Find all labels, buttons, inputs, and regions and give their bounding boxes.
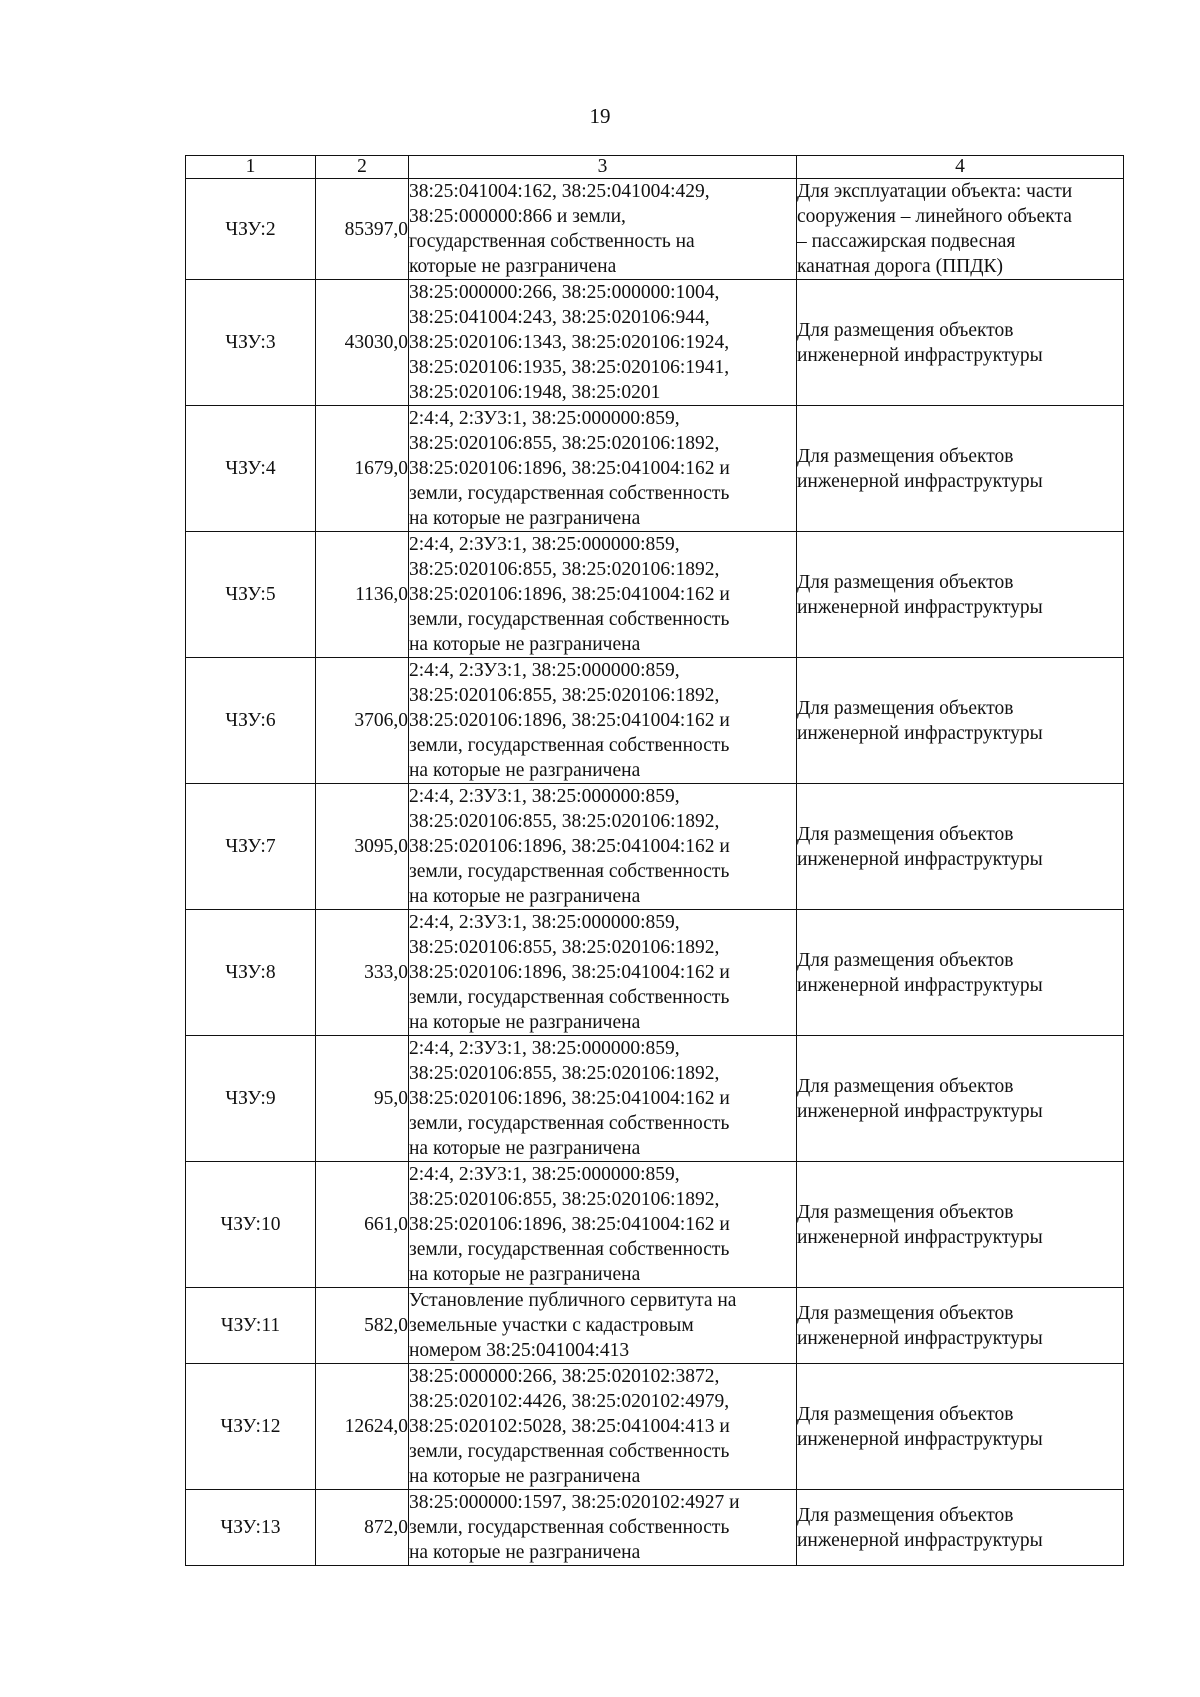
purpose-text: Для размещения объектов инженерной инфраструктуры [797,445,1043,492]
area-cell: 43030,0 [316,280,409,406]
purpose-cell [797,910,1124,1036]
cadastral-cell [409,1490,797,1566]
cadastral-text: 2:4:4, 2:ЗУ3:1, 38:25:000000:859, 38:25:020106:855, 38:25:020106:1892, 38:25:020106:1896, 38:25:041004:162 и земли, государственная собственность на которые не разграничена [409,408,730,529]
purpose-cell [797,1364,1124,1490]
table-body [186,179,1124,1566]
table-header [186,156,1124,179]
purpose-text: Для размещения объектов инженерной инфраструктуры [797,1302,1043,1349]
purpose-cell [797,784,1124,910]
purpose-text: Для размещения объектов инженерной инфраструктуры [797,1201,1043,1248]
cadastral-text: 38:25:000000:266, 38:25:020102:3872, 38:25:020102:4426, 38:25:020102:4979, 38:25:020102:5028, 38:25:041004:413 и земли, государственная собственность на которые не разграничена [409,1366,730,1487]
purpose-text: Для размещения объектов инженерной инфраструктуры [797,697,1043,744]
cadastral-text: 2:4:4, 2:ЗУ3:1, 38:25:000000:859, 38:25:020106:855, 38:25:020106:1892, 38:25:020106:1896, 38:25:041004:162 и земли, государственная собственность на которые не разграничена [409,786,730,907]
area-cell: 872,0 [316,1490,409,1566]
cadastral-text: 2:4:4, 2:ЗУ3:1, 38:25:000000:859, 38:25:020106:855, 38:25:020106:1892, 38:25:020106:1896, 38:25:041004:162 и земли, государственная собственность на которые не разграничена [409,1164,730,1285]
purpose-text: Для размещения объектов инженерной инфраструктуры [797,949,1043,996]
zone-id-cell: ЧЗУ:3 [186,280,316,406]
zone-id-cell: ЧЗУ:10 [186,1162,316,1288]
area-cell: 661,0 [316,1162,409,1288]
purpose-text: Для размещения объектов инженерной инфраструктуры [797,823,1043,870]
table-row [186,1288,1124,1364]
cadastral-text: 38:25:000000:266, 38:25:000000:1004, 38:25:041004:243, 38:25:020106:944, 38:25:020106:1343, 38:25:020106:1924, 38:25:020106:1935, 38:25:020106:1941, 38:25:020106:1948, 38:25:0201 [409,282,730,403]
table-row [186,910,1124,1036]
purpose-text: Для размещения объектов инженерной инфраструктуры [797,1504,1043,1551]
zone-id-cell: ЧЗУ:8 [186,910,316,1036]
area-cell: 12624,0 [316,1364,409,1490]
table-row [186,1490,1124,1566]
cadastral-text: 2:4:4, 2:ЗУ3:1, 38:25:000000:859, 38:25:020106:855, 38:25:020106:1892, 38:25:020106:1896, 38:25:041004:162 и земли, государственная собственность на которые не разграничена [409,660,730,781]
table-row [186,784,1124,910]
table-row [186,280,1124,406]
purpose-text: Для эксплуатации объекта: части сооружения – линейного объекта – пассажирская подвесная канатная дорога (ППДК) [797,181,1073,277]
table-row [186,1364,1124,1490]
purpose-text: Для размещения объектов инженерной инфраструктуры [797,1075,1043,1122]
zone-id-cell: ЧЗУ:11 [186,1288,316,1364]
header-row [186,156,1124,179]
zone-id-cell: ЧЗУ:6 [186,658,316,784]
header-col-3: 3 [409,156,797,179]
zone-id-cell: ЧЗУ:2 [186,179,316,280]
zones-table [185,155,1124,1566]
header-col-4: 4 [797,156,1124,179]
zone-id-cell: ЧЗУ:9 [186,1036,316,1162]
cadastral-cell [409,406,797,532]
cadastral-text: Установление публичного сервитута на земельные участки с кадастровым номером 38:25:041004:413 [409,1290,737,1361]
area-cell: 85397,0 [316,179,409,280]
cadastral-cell [409,784,797,910]
cadastral-text: 38:25:000000:1597, 38:25:020102:4927 и земли, государственная собственность на которые не разграничена [409,1492,740,1563]
table-row [186,1162,1124,1288]
purpose-text: Для размещения объектов инженерной инфраструктуры [797,571,1043,618]
area-cell: 333,0 [316,910,409,1036]
table-row [186,179,1124,280]
cadastral-cell [409,1036,797,1162]
zone-id-cell: ЧЗУ:13 [186,1490,316,1566]
zone-id-cell: ЧЗУ:5 [186,532,316,658]
purpose-cell [797,1288,1124,1364]
zone-id-cell: ЧЗУ:12 [186,1364,316,1490]
purpose-text: Для размещения объектов инженерной инфраструктуры [797,319,1043,366]
area-cell: 1136,0 [316,532,409,658]
table-row [186,406,1124,532]
table-row [186,532,1124,658]
cadastral-cell [409,910,797,1036]
area-cell: 582,0 [316,1288,409,1364]
cadastral-cell [409,1162,797,1288]
purpose-cell [797,179,1124,280]
purpose-cell [797,406,1124,532]
area-cell: 1679,0 [316,406,409,532]
purpose-cell [797,532,1124,658]
purpose-text: Для размещения объектов инженерной инфраструктуры [797,1403,1043,1450]
zone-id-cell: ЧЗУ:7 [186,784,316,910]
cadastral-cell [409,658,797,784]
cadastral-text: 2:4:4, 2:ЗУ3:1, 38:25:000000:859, 38:25:020106:855, 38:25:020106:1892, 38:25:020106:1896, 38:25:041004:162 и земли, государственная собственность на которые не разграничена [409,1038,730,1159]
purpose-cell [797,658,1124,784]
area-cell: 3706,0 [316,658,409,784]
cadastral-cell [409,280,797,406]
cadastral-text: 2:4:4, 2:ЗУ3:1, 38:25:000000:859, 38:25:020106:855, 38:25:020106:1892, 38:25:020106:1896, 38:25:041004:162 и земли, государственная собственность на которые не разграничена [409,534,730,655]
purpose-cell [797,1490,1124,1566]
cadastral-text: 38:25:041004:162, 38:25:041004:429, 38:25:000000:866 и земли, государственная собственность на которые не разграничена [409,181,710,277]
table-row [186,1036,1124,1162]
page-number: 19 [589,104,611,128]
cadastral-cell [409,1288,797,1364]
cadastral-cell [409,1364,797,1490]
cadastral-text: 2:4:4, 2:ЗУ3:1, 38:25:000000:859, 38:25:020106:855, 38:25:020106:1892, 38:25:020106:1896, 38:25:041004:162 и земли, государственная собственность на которые не разграничена [409,912,730,1033]
header-col-1: 1 [186,156,316,179]
table-row [186,658,1124,784]
cadastral-cell [409,532,797,658]
header-col-2: 2 [316,156,409,179]
area-cell: 3095,0 [316,784,409,910]
purpose-cell [797,1036,1124,1162]
area-cell: 95,0 [316,1036,409,1162]
zone-id-cell: ЧЗУ:4 [186,406,316,532]
purpose-cell [797,1162,1124,1288]
cadastral-cell [409,179,797,280]
purpose-cell [797,280,1124,406]
